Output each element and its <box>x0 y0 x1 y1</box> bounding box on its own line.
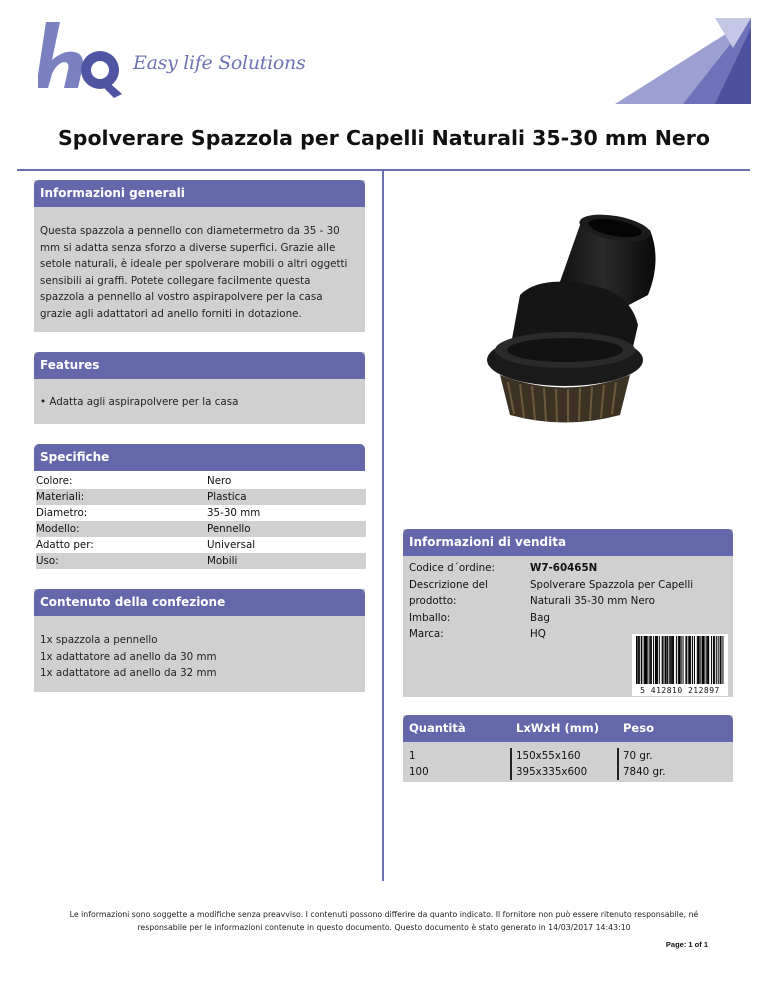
corner-graphic <box>615 18 751 104</box>
sale-row-code <box>409 560 727 577</box>
barcode-digits: 5 412810 212897 <box>632 686 728 696</box>
packaging-value: Bag <box>530 611 550 624</box>
general-info-heading: Informazioni generali <box>34 180 365 207</box>
contents-line: 1x adattatore ad anello da 32 mm <box>40 667 217 679</box>
features-heading: Features <box>34 352 365 379</box>
order-code-value: W7-60465N <box>530 562 598 574</box>
contents-line: 1x adattatore ad anello da 30 mm <box>40 650 217 663</box>
general-info-box <box>34 180 365 332</box>
packaging-label: Imballo: <box>409 611 451 624</box>
spec-label: Materiali: <box>36 491 85 503</box>
sales-info-heading: Informazioni di vendita <box>403 529 733 556</box>
spec-label: Diametro: <box>36 507 88 519</box>
spec-row <box>36 537 366 553</box>
spec-row <box>36 505 366 521</box>
quantity-box <box>403 715 733 782</box>
logo-tagline: Easy life Solutions <box>133 52 306 74</box>
package-contents-heading: Contenuto della confezione <box>34 589 365 616</box>
general-line: mm si adatta senza sforzo a diverse superfici. Grazie alle <box>40 241 336 254</box>
feature-item: • Adatta agli aspirapolvere per la casa <box>40 396 239 408</box>
page-title: Spolverare Spazzola per Capelli Naturali 35-30 mm Nero <box>58 126 710 150</box>
specs-header-box <box>34 444 365 471</box>
quantity-header-row <box>403 715 733 742</box>
description-value-2: Naturali 35-30 mm Nero <box>530 595 655 607</box>
page-number: Page: 1 of 1 <box>665 940 708 949</box>
description-value-1: Spolverare Spazzola per Capelli <box>530 578 694 591</box>
general-line: grazie agli adattatori ad anello forniti in dotazione. <box>40 307 302 320</box>
general-info-text <box>34 207 365 322</box>
spec-value: Plastica <box>207 491 247 503</box>
spec-value: Nero <box>207 475 232 487</box>
order-code-label: Codice d´ordine: <box>409 562 495 574</box>
brand-value: HQ <box>530 628 546 640</box>
dimensions-header: LxWxH (mm) <box>516 721 599 735</box>
spec-row <box>36 553 366 569</box>
description-label-2: prodotto: <box>409 595 457 607</box>
brand-label: Marca: <box>409 628 444 640</box>
weight-header: Peso <box>623 721 654 735</box>
qty-cell: 100 <box>409 766 429 778</box>
disclaimer-line-1: Le informazioni sono soggette a modifiche senza preavviso. I contenuti possono differire da quanto indicato. Il fornitore non può essere ritenuto responsabile, né <box>69 910 699 919</box>
spec-label: Uso: <box>36 555 59 567</box>
spec-row <box>36 521 366 537</box>
column-divider <box>382 170 384 881</box>
general-line: spazzola a pennello al vostro aspirapolvere per la casa <box>40 291 323 303</box>
spec-label: Modello: <box>36 523 80 535</box>
specs-heading: Specifiche <box>34 444 365 471</box>
table-row <box>403 764 733 780</box>
specs-table <box>36 473 366 569</box>
general-line: Questa spazzola a pennello con diametermetro da 35 - 30 <box>40 225 340 237</box>
spec-value: Universal <box>207 539 256 551</box>
product-image <box>480 200 670 425</box>
weight-cell: 7840 gr. <box>617 764 733 780</box>
description-label-1: Descrizione del <box>409 578 488 591</box>
disclaimer-line-2: responsabile per le informazioni contenute in questo documento. Questo documento è stato generato in 14/03/2017 14:43:10 <box>137 922 631 932</box>
spec-value: Mobili <box>207 555 238 567</box>
spec-row <box>36 489 366 505</box>
table-row <box>403 748 733 764</box>
sale-row-pack <box>409 610 727 627</box>
contents-line: 1x spazzola a pennello <box>40 634 158 646</box>
package-contents-box <box>34 589 365 692</box>
spec-value: Pennello <box>207 523 251 535</box>
sale-row-desc <box>409 577 727 594</box>
weight-cell: 70 gr. <box>617 748 733 764</box>
features-box <box>34 352 365 424</box>
dim-cell: 150x55x160 <box>510 748 617 764</box>
spec-label: Adatto per: <box>36 539 94 551</box>
spec-value: 35-30 mm <box>207 507 261 519</box>
barcode <box>632 634 728 696</box>
sale-row-desc-2 <box>409 593 727 610</box>
general-line: setole naturali, è ideale per spolverare mobili o altri oggetti <box>40 258 348 270</box>
quantity-body <box>403 742 733 780</box>
dim-cell: 395x335x600 <box>510 764 617 780</box>
spec-label: Colore: <box>36 475 73 487</box>
spec-row <box>36 473 366 489</box>
general-line: sensibili ai graffi. Potete collegare facilmente questa <box>40 274 311 287</box>
disclaimer <box>30 909 738 934</box>
quantity-header: Quantità <box>409 721 466 735</box>
qty-cell: 1 <box>409 750 416 762</box>
